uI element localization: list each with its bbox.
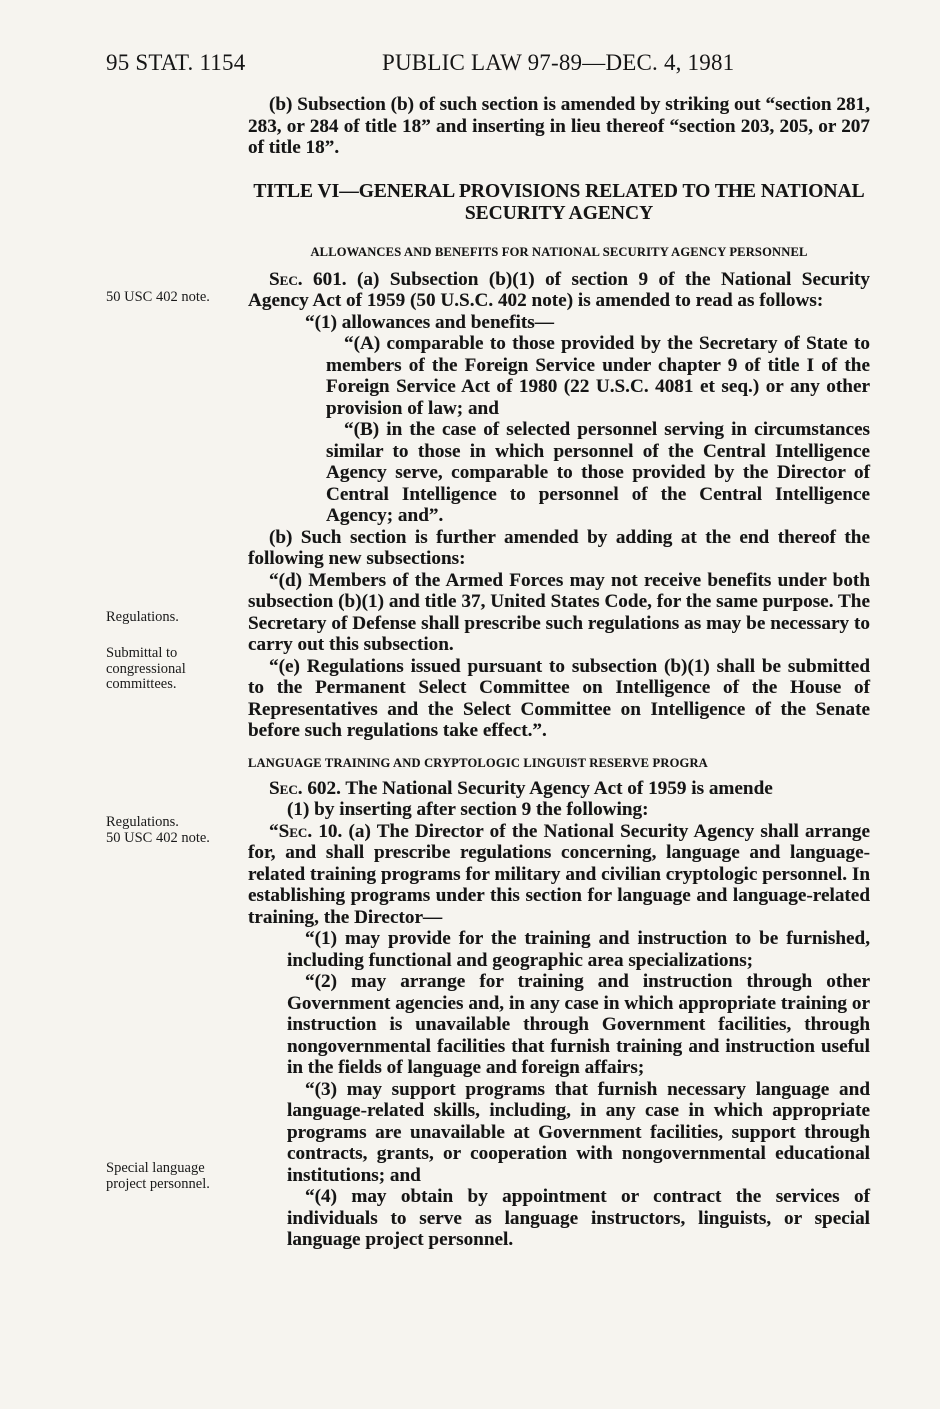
margin-note-regulations: Regulations. (106, 609, 179, 625)
margin-note-special-personnel: Special language project personnel. (106, 1160, 210, 1192)
margin-note-usc-601: 50 USC 402 note. (106, 289, 210, 305)
paragraph-sub-b: (b) Such section is further amended by adding at the end thereof the following new subsections: (248, 526, 870, 569)
item-1-line: (1) by inserting after section 9 the following: (287, 799, 649, 820)
paragraph-1: “(1) may provide for the training and instruction to be furnished, including functional and geographic area specializations; (287, 928, 870, 971)
margin-note-regulations-2: Regulations. (106, 814, 179, 830)
title-vi-heading: TITLE VI—GENERAL PROVISIONS RELATED TO THE NATIONAL SECURITY AGENCY (253, 180, 865, 224)
section-10-text: 10. (a) The Director of the National Security Agency shall arrange for, and shall prescribe regulations concerning, language and language-related training programs for military and civilian cryptologic personnel. In establishing programs under this section for language and language-related training, the Director— (248, 820, 871, 928)
section-602-paragraph (248, 778, 870, 800)
stat-reference: 95 STAT. 1154 (106, 50, 246, 75)
subsection-d: “(d) Members of the Armed Forces may not receive benefits under both subsection (b)(1) and title 37, United States Code, for the same purpose. The Secretary of Defense shall prescribe such regulations as may be necessary to carry out this subsection. (248, 569, 870, 655)
clause-b: “(B) in the case of selected personnel serving in circumstances similar to those in which personnel of the Central Intelligence Agency serve, comparable to those provided by the Director of Central Intelligence to personnel of the Central Intelligence Agency; and”. (326, 419, 870, 526)
clause-a: “(A) comparable to those provided by the Secretary of State to members of the Foreign Service under chapter 9 of title I of the Foreign Service Act of 1980 (22 U.S.C. 4081 et seq.) or any other provision of law; and (326, 333, 870, 419)
section-602-subheading: LANGUAGE TRAINING AND CRYPTOLOGIC LINGUIST RESERVE PROGRA (248, 755, 708, 770)
section-label: “Sec. (269, 820, 313, 842)
section-label: Sec. (269, 268, 303, 290)
section-601-paragraph (248, 269, 870, 312)
paragraph-4: “(4) may obtain by appointment or contract the services of individuals to serve as language instructors, linguists, or special language project personnel. (287, 1186, 870, 1250)
margin-note-usc-602: 50 USC 402 note. (106, 830, 210, 846)
paragraph-intro-b: (b) Subsection (b) of such section is amended by striking out “section 281, 283, or 284 of title 18” and inserting in lieu thereof “section 203, 205, or 207 of title 18”. (248, 94, 870, 158)
section-label: Sec. (269, 777, 303, 799)
allowances-line: “(1) allowances and benefits— (305, 311, 554, 333)
main-text (248, 94, 870, 1251)
section-602-text: 602. The National Security Agency Act of 1959 is amende (307, 777, 773, 799)
subsection-e: “(e) Regulations issued pursuant to subsection (b)(1) shall be submitted to the Permanent Select Committee on Intelligence of the House of Representatives and the Select Committee on Intelligence of the Senate before such regulations take effect.”. (248, 655, 870, 741)
public-law-header: PUBLIC LAW 97-89—DEC. 4, 1981 (382, 50, 735, 75)
paragraph-2: “(2) may arrange for training and instruction through other Government agencies and, in any case in which appropriate training or instruction is unavailable through Government facilities, through nongovernmental facilities that furnish training and instruction useful in the fields of language and foreign affairs; (287, 971, 870, 1078)
section-10-paragraph (248, 821, 870, 929)
section-601-text: 601. (a) Subsection (b)(1) of section 9 of the National Security Agency Act of 1959 (50 U.S.C. 402 note) is amended to read as follows: (248, 268, 871, 311)
margin-note-submittal: Submittal to congressional committees. (106, 645, 186, 692)
section-601-subheading: ALLOWANCES AND BENEFITS FOR NATIONAL SECURITY AGENCY PERSONNEL (310, 244, 808, 259)
paragraph-3: “(3) may support programs that furnish necessary language and language-related skills, including, in any case in which appropriate programs are unavailable at Government facilities, support through contracts, grants, or cooperation with nongovernmental educational institutions; and (287, 1078, 870, 1186)
